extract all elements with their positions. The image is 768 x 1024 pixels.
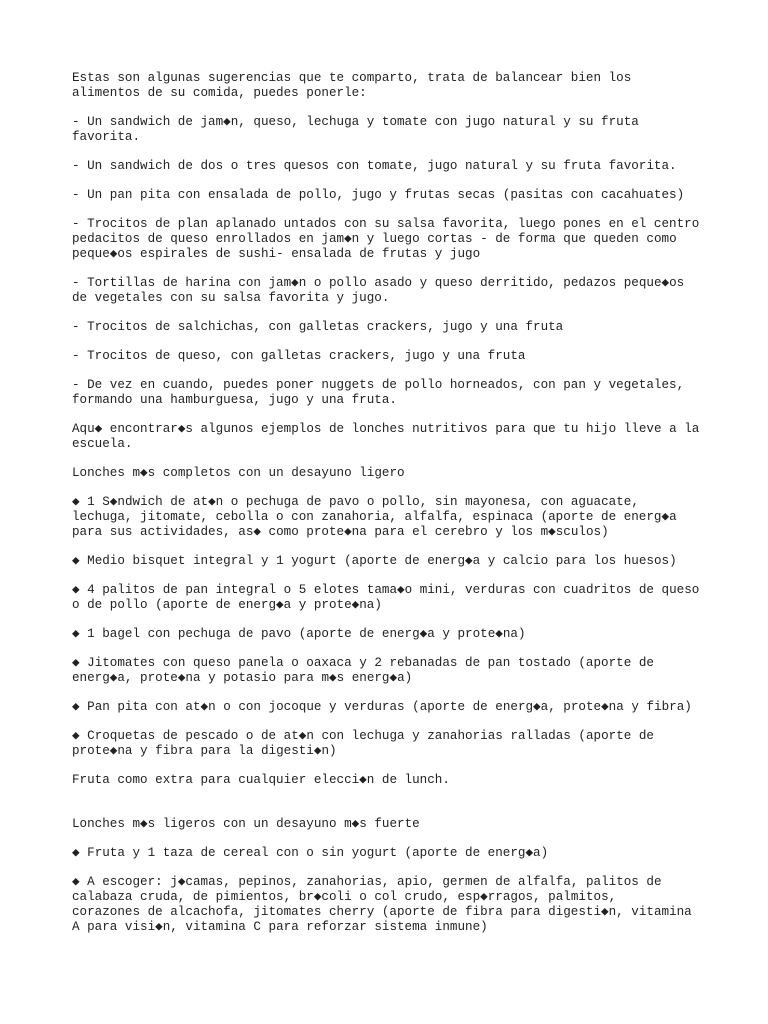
lunch-item: ◆ Medio bisquet integral y 1 yogurt (aporte de energ◆a y calcio para los huesos) — [72, 554, 677, 568]
lunch-item: ◆ Fruta y 1 taza de cereal con o sin yogurt (aporte de energ◆a) — [72, 846, 549, 860]
section-heading-complete-lunches: Lonches m◆s completos con un desayuno ligero — [72, 466, 405, 480]
lunch-item: ◆ Croquetas de pescado o de at◆n con lechuga y zanahorias ralladas (aporte de prote◆na y fibra para la digesti◆n) — [72, 729, 654, 758]
lunch-item: ◆ A escoger: j◆camas, pepinos, zanahorias, apio, germen de alfalfa, palitos de calabaza cruda, de pimientos, br◆coli o col crudo, esp◆rragos, palmitos, corazones de alcachofa, jitomates cherry (aporte de fibra para digesti◆n, vitamina A para visi◆n, vitamina C para reforzar sistema inmune) — [72, 875, 692, 934]
suggestion-item: - Un sandwich de dos o tres quesos con tomate, jugo natural y su fruta favorita. — [72, 159, 677, 173]
suggestion-item: - Trocitos de queso, con galletas crackers, jugo y una fruta — [72, 349, 526, 363]
suggestion-item: - Un pan pita con ensalada de pollo, jugo y frutas secas (pasitas con cacahuates) — [72, 188, 685, 202]
lunch-item: ◆ Jitomates con queso panela o oaxaca y 2 rebanadas de pan tostado (aporte de energ◆a, prote◆na y potasio para m◆s energ◆a) — [72, 656, 654, 685]
suggestion-item: - Un sandwich de jam◆n, queso, lechuga y tomate con jugo natural y su fruta favorita. — [72, 115, 639, 144]
lunch-item: ◆ 4 palitos de pan integral o 5 elotes tama◆o mini, verduras con cuadritos de queso o de pollo (aporte de energ◆a y prote◆na) — [72, 583, 700, 612]
examples-intro-paragraph: Aqu◆ encontrar◆s algunos ejemplos de lonches nutritivos para que tu hijo lleve a la escuela. — [72, 422, 700, 451]
suggestion-item: - De vez en cuando, puedes poner nuggets de pollo horneados, con pan y vegetales, formando una hamburguesa, jugo y una fruta. — [72, 378, 685, 407]
lunch-item: ◆ 1 bagel con pechuga de pavo (aporte de energ◆a y prote◆na) — [72, 627, 526, 641]
intro-paragraph: Estas son algunas sugerencias que te comparto, trata de balancear bien los alimentos de su comida, puedes ponerle: — [72, 71, 632, 100]
fruit-note: Fruta como extra para cualquier elecci◆n de lunch. — [72, 773, 450, 787]
suggestion-item: - Tortillas de harina con jam◆n o pollo asado y queso derritido, pedazos peque◆os de vegetales con su salsa favorita y jugo. — [72, 276, 685, 305]
document-page — [72, 71, 712, 949]
lunch-item: ◆ Pan pita con at◆n o con jocoque y verduras (aporte de energ◆a, prote◆na y fibra) — [72, 700, 692, 714]
suggestion-item: - Trocitos de plan aplanado untados con su salsa favorita, luego pones en el centro pedacitos de queso enrollados en jam◆n y luego cortas - de forma que queden como peque◆os espirales de sushi- ensalada de frutas y jugo — [72, 217, 700, 261]
section-heading-light-lunches: Lonches m◆s ligeros con un desayuno m◆s fuerte — [72, 817, 420, 831]
lunch-item: ◆ 1 S◆ndwich de at◆n o pechuga de pavo o pollo, sin mayonesa, con aguacate, lechuga, jitomate, cebolla o con zanahoria, alfalfa, espinaca (aporte de energ◆a para sus actividades, as◆ como prote◆na para el cerebro y los m◆sculos) — [72, 495, 677, 539]
suggestion-item: - Trocitos de salchichas, con galletas crackers, jugo y una fruta — [72, 320, 564, 334]
